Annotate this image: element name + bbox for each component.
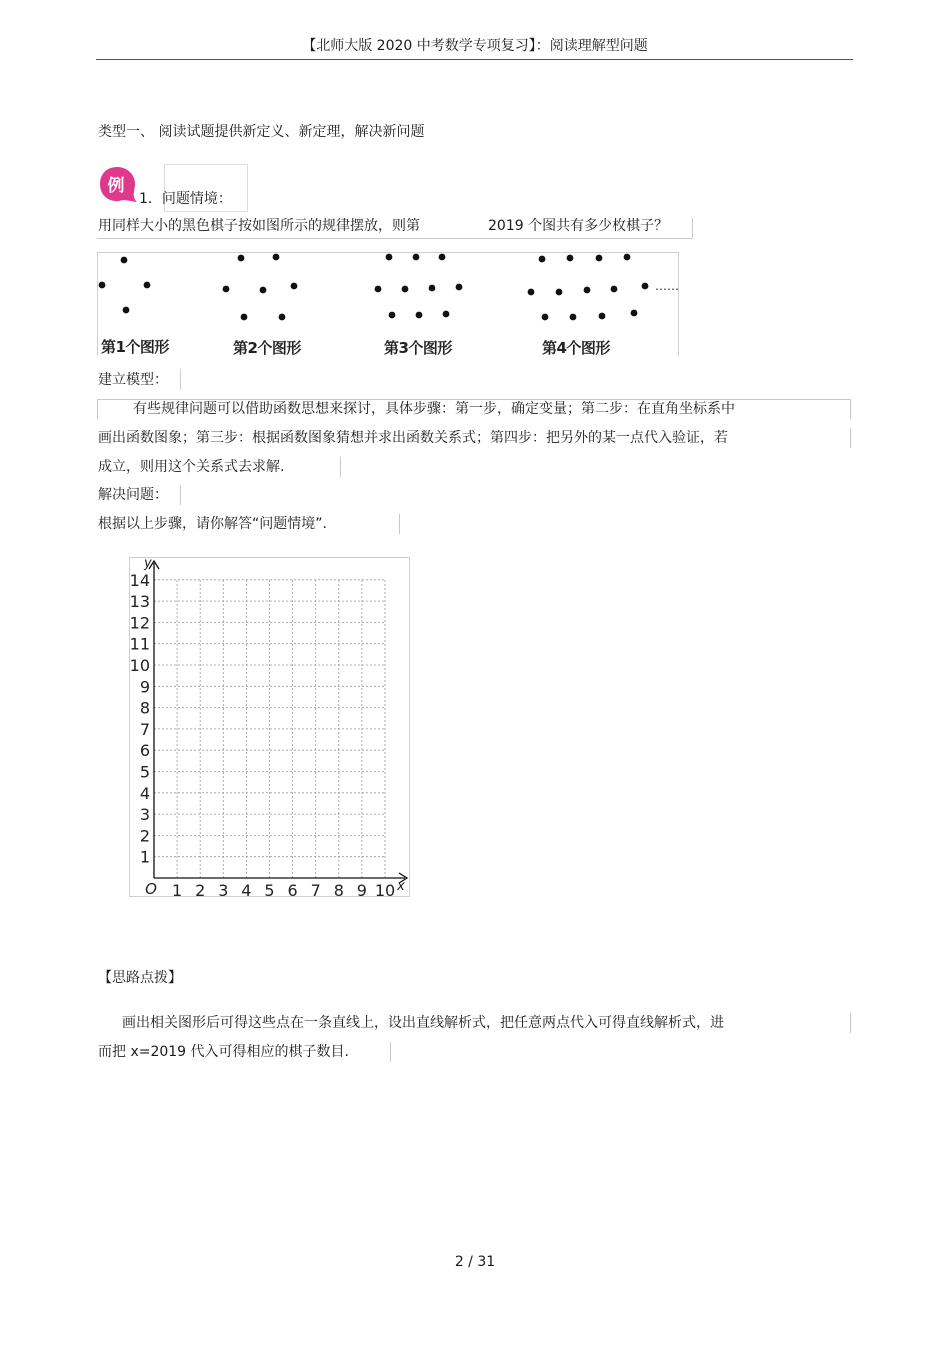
y-tick-label: 5	[139, 762, 150, 782]
x-tick-label: 6	[287, 881, 298, 897]
y-tick-label: 9	[139, 677, 150, 697]
x-tick-label: 3	[218, 881, 229, 897]
x-tick-label: 9	[356, 881, 367, 897]
hint-line-1: 画出相关图形后可得这些点在一条直线上，设出直线解析式，把任意两点代入可得直线解析式，进	[122, 1015, 724, 1031]
model-line-3: 成立，则用这个关系式去求解.	[98, 459, 285, 475]
model-heading-rule	[97, 369, 181, 390]
y-tick-label: 14	[129, 570, 150, 590]
y-tick-label: 6	[139, 741, 150, 761]
hint-line-2: 而把 x=2019 代入可得相应的棋子数目.	[98, 1044, 349, 1060]
y-tick-label: 3	[139, 805, 150, 825]
x-tick-label: 10	[374, 881, 396, 897]
x-tick-label: 2	[195, 881, 206, 897]
y-tick-label: 4	[139, 783, 150, 803]
y-tick-label: 2	[139, 826, 150, 846]
page-number: 2 / 31	[454, 1254, 496, 1270]
header-rule	[96, 59, 853, 60]
hint-heading: 【思路点拨】	[98, 970, 182, 986]
model-rule-end	[340, 457, 341, 477]
solve-heading-rule	[180, 485, 181, 505]
solve-heading: 解决问题：	[98, 487, 168, 503]
model-line-1: 有些规律问题可以借助函数思想来探讨，具体步骤：第一步，确定变量；第二步：在直角坐标系中	[133, 401, 735, 417]
y-tick-label: 13	[129, 592, 150, 612]
x-tick-label: 7	[310, 881, 321, 897]
y-tick-label: 11	[129, 634, 150, 654]
figure-label-1: 第1个图形	[101, 338, 169, 356]
y-tick-label: 1	[139, 847, 150, 867]
x-tick-label: 1	[172, 881, 183, 897]
x-tick-label: 5	[264, 881, 275, 897]
model-rule-left	[97, 399, 98, 419]
solve-rule	[399, 514, 400, 534]
x-tick-label: 8	[333, 881, 344, 897]
figure-label-2: 第2个图形	[233, 339, 301, 357]
model-rule-right	[850, 399, 851, 419]
y-tick-label: 12	[129, 613, 150, 633]
origin-label: O	[145, 880, 157, 897]
page-header: 【北师大版 2020 中考数学专项复习】：阅读理解型问题	[302, 38, 648, 54]
figure-label-3: 第3个图形	[384, 339, 452, 357]
section-title: 类型一、 阅读试题提供新定义、新定理，解决新问题	[98, 124, 425, 140]
solve-line-1: 根据以上步骤，请你解答“问题情境”.	[98, 516, 327, 532]
example-number: 1．问题情境：	[139, 191, 232, 207]
hint-rule-end	[390, 1042, 391, 1062]
problem-rule	[692, 218, 693, 238]
problem-text-a: 用同样大小的黑色棋子按如图所示的规律摆放，则第	[98, 218, 420, 234]
x-tick-label: 4	[241, 881, 252, 897]
y-tick-label: 7	[139, 719, 150, 739]
coordinate-grid-svg	[129, 557, 410, 897]
y-tick-label: 8	[139, 698, 150, 718]
hint-rule-right	[850, 1013, 851, 1033]
pattern-ellipsis: ……	[655, 279, 678, 293]
example-badge	[97, 165, 139, 205]
figure-label-4: 第4个图形	[542, 339, 610, 357]
x-axis-label: x	[397, 879, 405, 894]
problem-underline	[97, 238, 692, 239]
example-badge-icon	[97, 165, 139, 205]
model-rule-right-2	[850, 428, 851, 448]
y-axis-label: y	[144, 557, 152, 571]
coordinate-grid	[129, 557, 410, 897]
model-heading: 建立模型：	[98, 372, 168, 388]
example-badge-text: 例	[107, 176, 125, 196]
model-line-2: 画出函数图象；第三步：根据函数图象猜想并求出函数关系式；第四步：把另外的某一点代入验证，若	[98, 430, 728, 446]
problem-text-b: 2019 个图共有多少枚棋子？	[488, 218, 669, 234]
y-tick-label: 10	[129, 656, 150, 675]
